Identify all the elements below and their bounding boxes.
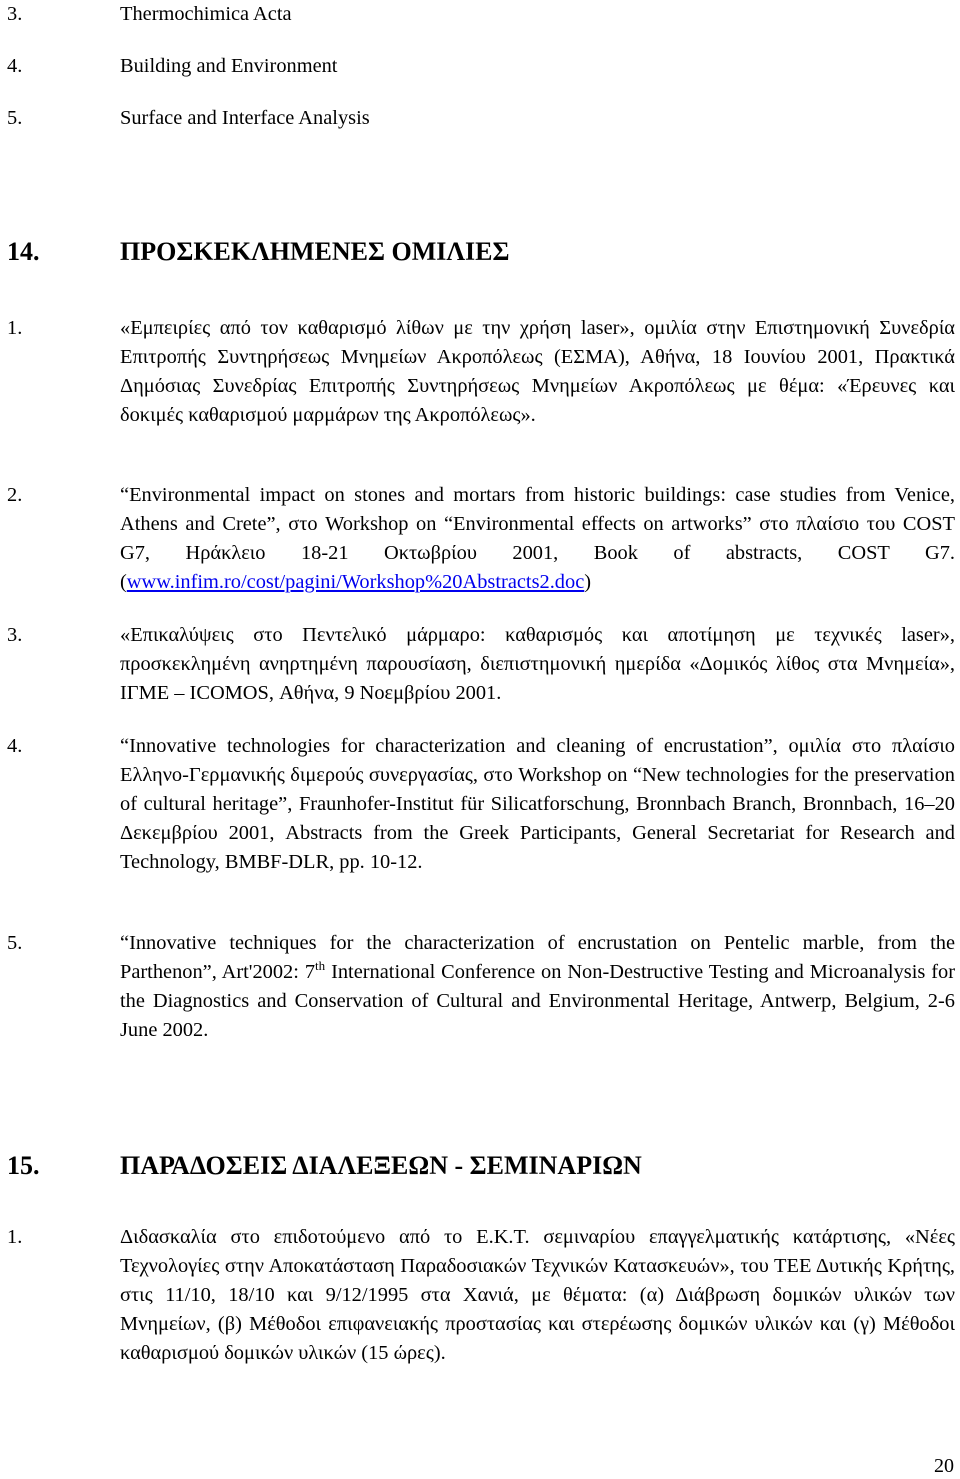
item-text: Surface and Interface Analysis [120,107,370,129]
abstracts-link[interactable]: www.infim.ro/cost/pagini/Workshop%20Abstracts2.doc [126,571,585,593]
section-title: ΠΡΟΣΚΕΚΛΗΜΕΝΕΣ ΟΜΙΛΙΕΣ [120,237,510,266]
item-text: “Innovative technologies for characterization and cleaning of encrustation”, ομιλία στο πλαίσιο Ελληνο-Γερμανικής διμερούς συνεργασίας, στο Workshop on “New technologies for the preservation of cultural heritage”, Fraunhofer-Institut für Silicatforschung, Bronnbach Branch, Bronnbach, 16–20 Δεκεμβρίου 2001, Abstracts from the Greek Participants, General Secretariat for Research and Technology, BMBF-DLR, pp. 10-12. [120,735,955,873]
item-number: 4. [7,735,23,757]
list-item [0,732,955,877]
journal-item [0,52,955,81]
item-text: Διδασκαλία στο επιδοτούμενο από το Ε.Κ.Τ. σεμιναρίου επαγγελματικής κατάρτισης, «Νέες Τεχνολογίες στην Αποκατάσταση Παραδοσιακών Τεχνικών Κατασκευών», του ΤΕΕ Δυτικής Κρήτης, στις 11/10, 18/10 και 9/12/1995 στα Χανιά, με θέματα: (α) Διάβρωση δομικών υλικών των Μνημείων, (β) Μέθοδοι επιφανειακής προστασίας και στερέωσης δομικών υλικών και (γ) Μέθοδοι καθαρισμού δομικών υλικών (15 ώρες). [120,1226,955,1364]
list-item [0,314,955,430]
item-text-tail: ) [584,571,592,593]
item-number: 3. [7,624,23,646]
list-item [0,929,955,1045]
item-text: Building and Environment [120,55,338,77]
item-number: 4. [7,55,23,77]
journal-item [0,104,955,133]
section-title: ΠΑΡΑΔΟΣΕΙΣ ΔΙΑΛΕΞΕΩΝ - ΣΕΜΙΝΑΡΙΩΝ [120,1151,642,1180]
item-text-body: Innovative techniques for the characterization of encrustation on Pentelic marble, from the Parthenon”, Art'2002: 7 [120,932,955,983]
item-text-tail: International Conference on Non-Destructive Testing and Microanalysis for the Diagnostics and Conservation of Cultural and Environmental Heritage, Antwerp, Belgium, 2-6 June 2002. [120,961,955,1041]
page-number: 20 [934,1455,954,1477]
item-number: 5. [7,932,23,954]
item-number: 5. [7,107,23,129]
item-text: “Innovative techniques for the characterization of encrustation on Pentelic marble, from the Parthenon”, Art'2002: 7th International Conference on Non-Destructive Testing and Microanalysis for the Diagnostics and Conservation of Cultural and Environmental Heritage, Antwerp, Belgium, 2-6 June 2002. [120,932,955,1041]
item-text: «Εμπειρίες από τον καθαρισμό λίθων με την χρήση laser», ομιλία στην Επιστημονική Συνεδρία Επιτροπής Συντηρήσεως Μνημείων Ακροπόλεως (ΕΣΜΑ), Αθήνα, 18 Ιουνίου 2001, Πρακτικά Δημόσιας Συνεδρίας Επιτροπής Συντηρήσεως Μνημείων Ακροπόλεως με θέμα: «Έρευνες και δοκιμές καθαρισμού μαρμάρων της Ακροπόλεως». [120,317,955,426]
item-text: “Environmental impact on stones and mortars from historic buildings: case studies from Venice, Athens and Crete”, στο Workshop on “Environmental effects on artworks” στο πλαίσιο του COST G7, Ηράκλειο 18-21 Οκτωβρίου 2001, Book of abstracts, COST G7. (www.infim.ro/cost/pagini/Workshop%20Abstracts2.doc) [120,484,955,593]
section-number: 14. [7,237,40,266]
superscript: th [315,958,326,974]
list-item [0,481,955,597]
list-item [0,621,955,708]
item-text: «Επικαλύψεις στο Πεντελικό μάρμαρο: καθαρισμός και αποτίμηση με τεχνικές laser», προσκεκλημένη ανηρτημένη παρουσίαση, διεπιστημονική ημερίδα «Δομικός λίθος στα Μνημεία», ΙΓΜΕ – ICOMOS, Αθήνα, 9 Νοεμβρίου 2001. [120,624,955,704]
journal-item [0,0,955,29]
section-number: 15. [7,1151,40,1180]
item-number: 2. [7,484,23,506]
item-number: 1. [7,1226,23,1248]
item-number: 3. [7,3,23,25]
item-text: Thermochimica Acta [120,3,292,25]
section-heading [0,1149,955,1183]
item-text-body: Environmental impact on stones and mortars from historic buildings: case studies from Venice, Athens and Crete”, στο Workshop on “Environmental effects on artworks” στο πλαίσιο του COST G7, Ηράκλειο 18-21 Οκτωβρίου 2001, Book of abstracts, COST G7. ( [120,484,955,593]
item-number: 1. [7,317,23,339]
section-heading [0,235,955,269]
list-item [0,1223,955,1368]
item-text-body: Innovative technologies for characterization and cleaning of encrustation”, ομιλία στο πλαίσιο Ελληνο-Γερμανικής διμερούς συνεργασίας, στο Workshop on “New technologies for the preservation of cultural heritage”, Fraunhofer-Institut für Silicatforschung, Bronnbach Branch, Bronnbach, 16–20 Δεκεμβρίου 2001, Abstracts from the Greek Participants, General Secretariat for Research and Technology, BMBF-DLR, pp. 10-12. [120,735,955,873]
